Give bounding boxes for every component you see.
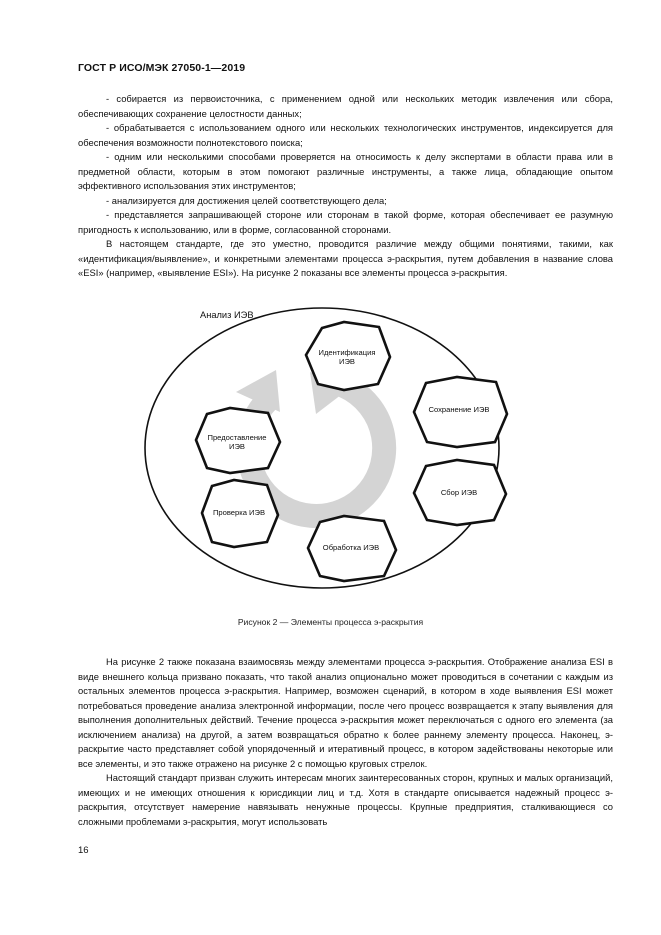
identification-label: Идентификация ИЭВ [318,348,376,367]
paragraph: - собирается из первоисточника, с применением одной или нескольких методик извлечения или сбора, обеспечивающих сохранение целостности данных; [78,93,613,119]
body-text-top [78,92,613,281]
collection-label: Сбор ИЭВ [440,488,478,497]
page-header-standard: ГОСТ Р ИСО/МЭК 27050-1—2019 [78,62,246,74]
figure-caption: Рисунок 2 — Элементы процесса э-раскрытия [237,617,424,627]
processing-label: Обработка ИЭВ [322,543,380,552]
paragraph: - одним или несколькими способами проверяется на относимость к делу экспертами в области права или в предметной области, которым в этом помогают различные инструменты, а также лица, обладающие опытом эффективного использования этих инструментов; [78,151,613,191]
analysis-label: Анализ ИЭВ [200,310,254,320]
preservation-label: Сохранение ИЭВ [428,405,490,414]
paragraph: Настоящий стандарт призван служить интересам многих заинтересованных сторон, крупных и малых организаций, имеющих и не имеющих отношения к юрисдикции лиц и т.д. Хотя в стандарте описывается надежный процесс э-раскрытия, отсутствует намерение навязывать ненужные процессы. Крупные предприятия, сталкивающиеся со сложными проблемами э-раскрытия, могут использовать [78,772,613,827]
paragraph: - анализируется для достижения целей соответствующего дела; [106,194,387,206]
production-label: Предоставление ИЭВ [207,433,267,452]
review-label: Проверка ИЭВ [212,508,266,517]
body-text-bottom [78,655,613,829]
paragraph: В настоящем стандарте, где это уместно, проводится различие между общими понятиями, такими, как «идентификация/выявление», и конкретными элементами процесса э-раскрытия, путем добавления в название слова «ESI» (например, «выявление ESI»). На рисунке 2 показаны все элементы процесса э-раскрытия. [78,238,613,278]
paragraph: - представляется запрашивающей стороне или сторонам в такой форме, которая обеспечивает ее разумную пригодность к использованию, или в форме, согласованной сторонами. [78,209,613,235]
page-number: 16 [78,845,89,856]
ediscovery-process-diagram [150,300,530,600]
paragraph: - обрабатывается с использованием одного или нескольких технологических инструментов, индексируется для обеспечения возможности полнотекстового поиска; [78,122,613,148]
paragraph: На рисунке 2 также показана взаимосвязь между элементами процесса э-раскрытия. Отображение анализа ESI в виде внешнего кольца призвано показать, что такой анализ опционально может проводиться в сочетании с каждым из остальных элементов процесса э-раскрытия. Например, возможен сценарий, в котором в ходе выявления ESI может потребоваться проведение анализа электронной информации, после чего процесс возвращается к этапу выявления для выполнения дополнительных действий. Течение процесса э-раскрытия может переключаться с одного его элемента (за исключением анализа) на другой, а затем возвращаться обратно к более раннему элементу процесса. Наконец, э-раскрытие часто представляет собой упорядоченный и итеративный процесс, в котором задействованы некоторые или все элементы, и это также отражено на рисунке 2 с помощью круговых стрелок. [78,656,613,769]
